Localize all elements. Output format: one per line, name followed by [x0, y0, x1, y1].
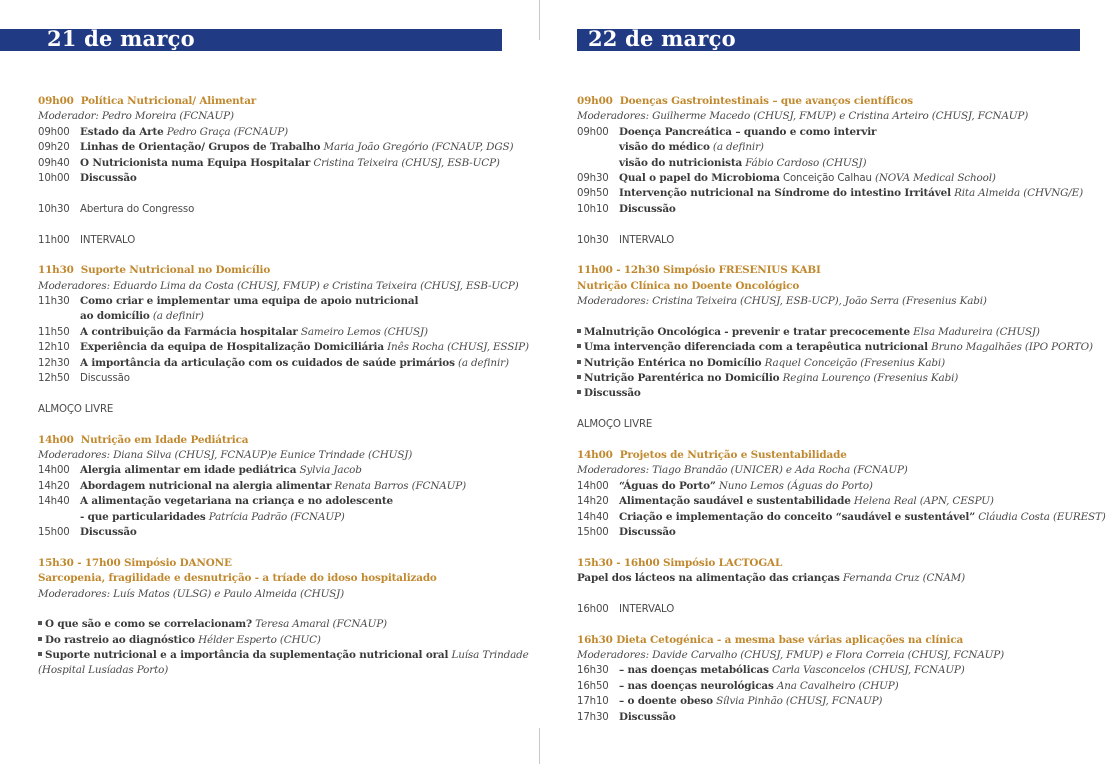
program-item: 11h30 Como criar e implementar uma equipa de apoio nutricional	[38, 295, 419, 308]
bullet-item: Discussão	[577, 386, 1080, 401]
day1-program	[38, 94, 529, 679]
bullet-icon	[38, 637, 42, 641]
session-moderator: Moderadores: Davide Carvalho (CHUSJ, FMUP) e Flora Correia (CHUSJ, FCNAUP)	[577, 649, 1005, 662]
day1-date: 21 de março	[47, 26, 195, 51]
program-item-cont: - que particularidades Patrícia Padrão (FCNAUP)	[80, 510, 345, 523]
day2-program	[577, 94, 1106, 725]
bullet-icon	[38, 652, 42, 656]
lunch-item: ALMOÇO LIVRE	[577, 419, 653, 431]
bullet-icon	[577, 375, 581, 379]
break-item: 16h00 INTERVALO	[577, 603, 675, 615]
day1-header-bar	[0, 26, 502, 51]
program-item: 09h50 Intervenção nutricional na Síndrome do intestino Irritável Rita Almeida (CHVNG/E)	[577, 187, 1084, 200]
break-item: 10h30 INTERVALO	[577, 234, 675, 246]
program-item: 12h50 Discussão	[38, 373, 130, 385]
bullet-item: Nutrição Parentérica no Domicílio Regina Lourenço (Fresenius Kabi)	[577, 371, 1080, 386]
session-moderator: Moderadores: Diana Silva (CHUSJ, FCNAUP)e Eunice Trindade (CHUSJ)	[38, 448, 413, 461]
symposium-subtitle: Nutrição Clínica no Doente Oncológico	[577, 279, 800, 292]
program-item-cont: visão do médico (a definir)	[619, 141, 764, 154]
program-item: 11h50 A contribuição da Farmácia hospitalar Sameiro Lemos (CHUSJ)	[38, 325, 428, 338]
session-moderator: Moderadores: Guilherme Macedo (CHUSJ, FMUP) e Cristina Arteiro (CHUSJ, FCNAUP)	[577, 110, 1029, 123]
session-heading: 09h00 Doenças Gastrointestinais – que avanços científicos	[577, 95, 913, 107]
session-moderator: Moderador: Pedro Moreira (FCNAUP)	[38, 110, 234, 123]
opening-item: 10h30 Abertura do Congresso	[38, 203, 195, 215]
session-moderator: Moderadores: Luís Matos (ULSG) e Paulo Almeida (CHUSJ)	[38, 587, 345, 600]
bullet-icon	[577, 329, 581, 333]
program-item-cont: ao domicílio (a definir)	[80, 310, 204, 323]
bullet-item: Do rastreio ao diagnóstico Hélder Esperto (CHUC)	[38, 633, 518, 648]
bullet-icon	[577, 390, 581, 394]
program-item: 09h00 Estado da Arte Pedro Graça (FCNAUP)	[38, 125, 288, 138]
program-item: 09h40 O Nutricionista numa Equipa Hospitalar Cristina Teixeira (CHUSJ, ESB-UCP)	[38, 156, 500, 169]
session-heading: 14h00 Projetos de Nutrição e Sustentabilidade	[577, 448, 847, 461]
bullet-icon	[577, 360, 581, 364]
program-item: 09h20 Linhas de Orientação/ Grupos de Trabalho Maria João Gregório (FCNAUP, DGS)	[38, 141, 514, 154]
session-heading: 16h30 Dieta Cetogénica - a mesma base várias aplicações na clínica	[577, 633, 964, 646]
program-item: 10h10 Discussão	[577, 202, 676, 215]
lunch-item: ALMOÇO LIVRE	[38, 403, 114, 415]
program-item: 09h30 Qual o papel do Microbioma Conceição Calhau (NOVA Medical School)	[577, 171, 996, 184]
bullet-item: Nutrição Entérica no Domicílio Raquel Conceição (Fresenius Kabi)	[577, 356, 1080, 371]
day2-date: 22 de março	[588, 26, 736, 51]
program-item: 09h00 Doença Pancreática – quando e como intervir	[577, 125, 877, 138]
bullet-item-cont: (Hospital Lusíadas Porto)	[38, 664, 169, 677]
symposium-heading: 11h00 - 12h30 Simpósio FRESENIUS KABI	[577, 264, 821, 277]
program-item: 14h00 “Águas do Porto” Nuno Lemos (Águas do Porto)	[577, 479, 873, 492]
fold-mark-bottom	[539, 728, 540, 764]
bullet-item: O que são e como se correlacionam? Teresa Amaral (FCNAUP)	[38, 617, 518, 632]
program-item: 12h30 A importância da articulação com os cuidados de saúde primários (a definir)	[38, 356, 509, 369]
bullet-icon	[38, 621, 42, 625]
session-heading: 14h00 Nutrição em Idade Pediátrica	[38, 433, 249, 446]
bullet-item: Uma intervenção diferenciada com a terapêutica nutricional Bruno Magalhães (IPO PORTO)	[577, 340, 1080, 355]
day2-header-bar	[577, 26, 1080, 51]
program-item: 12h10 Experiência da equipa de Hospitalização Domiciliária Inês Rocha (CHUSJ, ESSIP)	[38, 341, 529, 354]
program-item: 16h50 – nas doenças neurológicas Ana Cavalheiro (CHUP)	[577, 679, 899, 692]
program-item: 15h00 Discussão	[577, 525, 676, 538]
program-item: 15h00 Discussão	[38, 525, 137, 538]
session-moderator: Moderadores: Cristina Teixeira (CHUSJ, ESB-UCP), João Serra (Fresenius Kabi)	[577, 295, 987, 308]
bullet-item: Suporte nutricional e a importância da suplementação nutricional oral Luísa Trindade	[38, 648, 518, 663]
program-item: 17h10 – o doente obeso Sílvia Pinhão (CHUSJ, FCNAUP)	[577, 695, 883, 708]
symposium-heading: 15h30 - 17h00 Simpósio DANONE	[38, 556, 232, 569]
program-item: 14h20 Alimentação saudável e sustentabilidade Helena Real (APN, CESPU)	[577, 495, 994, 508]
symposium-subtitle: Sarcopenia, fragilidade e desnutrição - a tríade do idoso hospitalizado	[38, 572, 437, 585]
program-item: 17h30 Discussão	[577, 710, 676, 723]
program-item: 14h00 Alergia alimentar em idade pediátrica Sylvia Jacob	[38, 464, 362, 477]
session-heading: 11h30 Suporte Nutricional no Domicílio	[38, 264, 271, 277]
bullet-item: Malnutrição Oncológica - prevenir e tratar precocemente Elsa Madureira (CHUSJ)	[577, 325, 1080, 340]
program-item: 14h40 A alimentação vegetariana na criança e no adolescente	[38, 495, 393, 508]
fold-mark-top	[539, 0, 540, 40]
session-heading: 09h00 Política Nutricional/ Alimentar	[38, 95, 257, 107]
program-item: 16h30 – nas doenças metabólicas Carla Vasconcelos (CHUSJ, FCNAUP)	[577, 664, 965, 677]
program-item: 10h00 Discussão	[38, 171, 137, 184]
bullet-icon	[577, 344, 581, 348]
session-moderator: Moderadores: Eduardo Lima da Costa (CHUSJ, FMUP) e Cristina Teixeira (CHUSJ, ESB-UCP)	[38, 279, 519, 292]
program-item-cont: visão do nutricionista Fábio Cardoso (CHUSJ)	[619, 156, 867, 169]
session-moderator: Moderadores: Tiago Brandão (UNICER) e Ada Rocha (FCNAUP)	[577, 464, 908, 477]
symposium-heading: 15h30 - 16h00 Simpósio LACTOGAL	[577, 556, 783, 569]
program-item: Papel dos lácteos na alimentação das crianças Fernanda Cruz (CNAM)	[577, 572, 966, 585]
break-item: 11h00 INTERVALO	[38, 234, 136, 246]
program-item: 14h20 Abordagem nutricional na alergia alimentar Renata Barros (FCNAUP)	[38, 479, 466, 492]
program-item: 14h40 Criação e implementação do conceito “saudável e sustentável” Cláudia Costa (EUREST)	[577, 510, 1106, 523]
